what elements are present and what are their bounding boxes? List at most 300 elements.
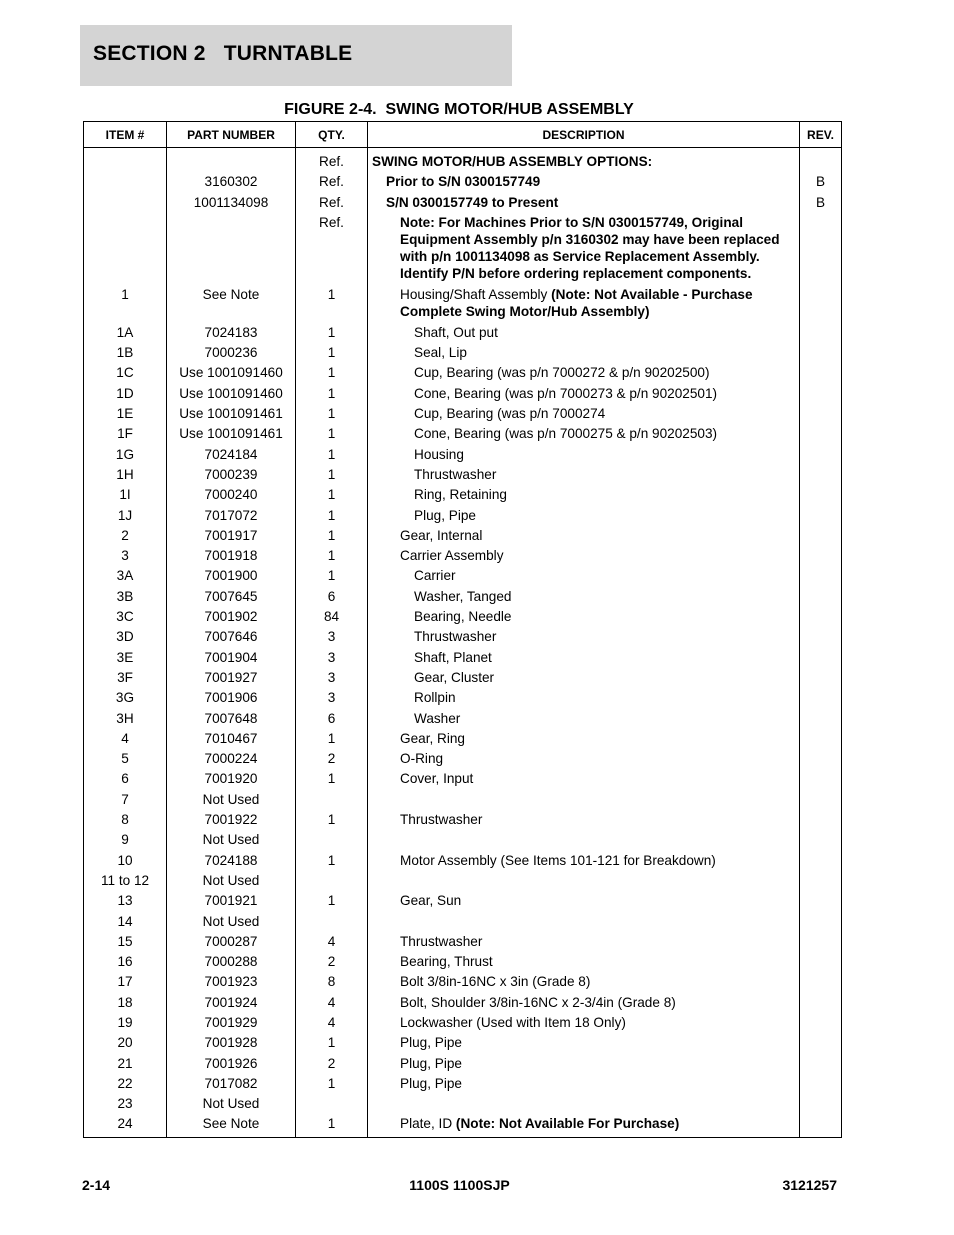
cell-qty: 1 bbox=[296, 506, 368, 526]
cell-description bbox=[368, 587, 800, 607]
description-text bbox=[368, 729, 799, 749]
cell-part-number: 7001929 bbox=[167, 1013, 296, 1033]
cell-rev bbox=[800, 1094, 842, 1114]
cell-part-number bbox=[167, 148, 296, 173]
cell-qty bbox=[296, 912, 368, 932]
cell-item: 1I bbox=[84, 485, 167, 505]
cell-qty: Ref. bbox=[296, 193, 368, 213]
description-main: Note: For Machines Prior to S/N 0300157749, Original Equipment Assembly p/n 3160302 may have been replaced with p/n 1001134098 as Service Replacement Assembly. Identify P/N before ordering replacement components. bbox=[400, 214, 780, 281]
cell-rev bbox=[800, 1033, 842, 1053]
cell-item: 23 bbox=[84, 1094, 167, 1114]
cell-part-number: 7001917 bbox=[167, 526, 296, 546]
cell-description bbox=[368, 526, 800, 546]
cell-description bbox=[368, 285, 800, 323]
cell-part-number: Not Used bbox=[167, 1094, 296, 1114]
table-row bbox=[84, 830, 842, 850]
cell-item: 22 bbox=[84, 1074, 167, 1094]
table-row bbox=[84, 404, 842, 424]
cell-description bbox=[368, 485, 800, 505]
cell-part-number: 7001923 bbox=[167, 972, 296, 992]
description-main: Motor Assembly (See Items 101-121 for Breakdown) bbox=[400, 852, 716, 868]
table-row bbox=[84, 1054, 842, 1074]
table-row bbox=[84, 648, 842, 668]
cell-item: 1F bbox=[84, 424, 167, 444]
cell-qty: 1 bbox=[296, 566, 368, 586]
cell-description bbox=[368, 749, 800, 769]
cell-description bbox=[368, 546, 800, 566]
description-main: Shaft, Planet bbox=[414, 649, 492, 665]
description-main: Bolt 3/8in-16NC x 3in (Grade 8) bbox=[400, 974, 591, 990]
cell-part-number: 7017072 bbox=[167, 506, 296, 526]
cell-qty: 2 bbox=[296, 749, 368, 769]
table-row bbox=[84, 607, 842, 627]
cell-rev bbox=[800, 912, 842, 932]
cell-description bbox=[368, 830, 800, 850]
cell-rev bbox=[800, 993, 842, 1013]
description-main: Cone, Bearing (was p/n 7000275 & p/n 90202503) bbox=[414, 426, 718, 442]
cell-part-number: 7001900 bbox=[167, 566, 296, 586]
cell-item bbox=[84, 213, 167, 285]
description-text bbox=[368, 891, 799, 911]
description-text bbox=[368, 384, 799, 404]
description-text bbox=[368, 404, 799, 424]
cell-description bbox=[368, 363, 800, 383]
description-text bbox=[368, 424, 799, 444]
cell-description bbox=[368, 506, 800, 526]
description-text bbox=[368, 1114, 799, 1134]
cell-part-number: 7024183 bbox=[167, 323, 296, 343]
cell-rev bbox=[800, 972, 842, 992]
cell-rev bbox=[800, 810, 842, 830]
cell-description bbox=[368, 912, 800, 932]
cell-description bbox=[368, 607, 800, 627]
cell-item: 19 bbox=[84, 1013, 167, 1033]
cell-part-number: 7001920 bbox=[167, 769, 296, 789]
cell-item: 24 bbox=[84, 1114, 167, 1137]
cell-qty: 1 bbox=[296, 485, 368, 505]
table-row bbox=[84, 972, 842, 992]
cell-qty: 3 bbox=[296, 648, 368, 668]
cell-qty: 1 bbox=[296, 323, 368, 343]
cell-rev bbox=[800, 769, 842, 789]
cell-qty: 3 bbox=[296, 627, 368, 647]
cell-item: 6 bbox=[84, 769, 167, 789]
description-text bbox=[368, 952, 799, 972]
cell-part-number: 7017082 bbox=[167, 1074, 296, 1094]
cell-item: 1E bbox=[84, 404, 167, 424]
footer-model: 1100S 1100SJP bbox=[409, 1177, 510, 1193]
cell-part-number: 7001921 bbox=[167, 891, 296, 911]
cell-description bbox=[368, 952, 800, 972]
table-row bbox=[84, 729, 842, 749]
description-text bbox=[368, 972, 799, 992]
cell-qty bbox=[296, 871, 368, 891]
table-row bbox=[84, 1114, 842, 1137]
table-header-row bbox=[84, 122, 842, 148]
cell-rev: B bbox=[800, 172, 842, 192]
cell-rev bbox=[800, 952, 842, 972]
description-main: O-Ring bbox=[400, 751, 444, 767]
table-row bbox=[84, 148, 842, 173]
description-main: Washer, Tanged bbox=[414, 588, 512, 604]
figure-title: FIGURE 2-4. SWING MOTOR/HUB ASSEMBLY bbox=[284, 101, 634, 118]
description-main: Rollpin bbox=[414, 690, 456, 706]
table-row bbox=[84, 587, 842, 607]
cell-rev bbox=[800, 213, 842, 285]
cell-rev bbox=[800, 790, 842, 810]
description-main: Shaft, Out put bbox=[414, 324, 498, 340]
cell-qty: 1 bbox=[296, 891, 368, 911]
description-text bbox=[368, 285, 799, 323]
cell-description bbox=[368, 566, 800, 586]
cell-part-number: 7001904 bbox=[167, 648, 296, 668]
section-banner bbox=[80, 25, 512, 86]
cell-item: 1G bbox=[84, 445, 167, 465]
table-row bbox=[84, 172, 842, 192]
cell-item: 1C bbox=[84, 363, 167, 383]
description-text bbox=[368, 152, 799, 172]
cell-part-number: 7001902 bbox=[167, 607, 296, 627]
cell-description bbox=[368, 445, 800, 465]
cell-rev bbox=[800, 1013, 842, 1033]
cell-part-number: 7007646 bbox=[167, 627, 296, 647]
cell-rev bbox=[800, 891, 842, 911]
cell-item: 3 bbox=[84, 546, 167, 566]
description-main: Prior to S/N 0300157749 bbox=[386, 174, 541, 190]
cell-description bbox=[368, 465, 800, 485]
description-note: (Note: Not Available For Purchase) bbox=[455, 1116, 680, 1132]
description-main: Thrustwasher bbox=[414, 629, 497, 645]
cell-qty: 1 bbox=[296, 1114, 368, 1137]
cell-part-number: 7001922 bbox=[167, 810, 296, 830]
cell-description bbox=[368, 891, 800, 911]
description-main: Lockwasher (Used with Item 18 Only) bbox=[400, 1014, 626, 1030]
cell-description bbox=[368, 627, 800, 647]
column-header-qty: QTY. bbox=[296, 122, 368, 148]
cell-item: 1J bbox=[84, 506, 167, 526]
description-text bbox=[368, 485, 799, 505]
cell-qty: 3 bbox=[296, 668, 368, 688]
cell-rev bbox=[800, 830, 842, 850]
description-text bbox=[368, 769, 799, 789]
cell-item: 2 bbox=[84, 526, 167, 546]
cell-description bbox=[368, 688, 800, 708]
description-main: Bearing, Needle bbox=[414, 609, 512, 625]
description-main: Cover, Input bbox=[400, 771, 474, 787]
cell-rev bbox=[800, 1074, 842, 1094]
table-row bbox=[84, 506, 842, 526]
cell-description bbox=[368, 790, 800, 810]
cell-part-number: Not Used bbox=[167, 912, 296, 932]
cell-qty: 3 bbox=[296, 688, 368, 708]
cell-qty: 6 bbox=[296, 587, 368, 607]
cell-item: 3F bbox=[84, 668, 167, 688]
cell-part-number: 7000288 bbox=[167, 952, 296, 972]
description-main: Bearing, Thrust bbox=[400, 954, 493, 970]
description-text bbox=[368, 445, 799, 465]
description-main: Ring, Retaining bbox=[414, 487, 507, 503]
cell-part-number: 7007645 bbox=[167, 587, 296, 607]
cell-item: 21 bbox=[84, 1054, 167, 1074]
cell-description bbox=[368, 668, 800, 688]
cell-qty: 1 bbox=[296, 810, 368, 830]
cell-qty: 1 bbox=[296, 729, 368, 749]
description-note: (Note: Not Available - Purchase Complete Swing Motor/Hub Assembly) bbox=[400, 286, 753, 319]
cell-rev: B bbox=[800, 193, 842, 213]
cell-item: 3E bbox=[84, 648, 167, 668]
cell-item: 3A bbox=[84, 566, 167, 586]
description-main: Bolt, Shoulder 3/8in-16NC x 2-3/4in (Grade 8) bbox=[400, 994, 676, 1010]
cell-rev bbox=[800, 285, 842, 323]
description-text bbox=[368, 749, 799, 769]
cell-description bbox=[368, 193, 800, 213]
description-main: Cup, Bearing (was p/n 7000274 bbox=[414, 406, 606, 422]
cell-rev bbox=[800, 506, 842, 526]
cell-part-number bbox=[167, 213, 296, 285]
cell-qty bbox=[296, 830, 368, 850]
cell-rev bbox=[800, 363, 842, 383]
cell-item: 7 bbox=[84, 790, 167, 810]
description-text bbox=[368, 607, 799, 627]
table-row bbox=[84, 709, 842, 729]
cell-item bbox=[84, 148, 167, 173]
cell-part-number: 7000287 bbox=[167, 932, 296, 952]
cell-item bbox=[84, 172, 167, 192]
cell-qty: 1 bbox=[296, 526, 368, 546]
cell-description bbox=[368, 1013, 800, 1033]
description-main: Cone, Bearing (was p/n 7000273 & p/n 90202501) bbox=[414, 385, 718, 401]
cell-qty: 1 bbox=[296, 465, 368, 485]
cell-item: 11 to 12 bbox=[84, 871, 167, 891]
cell-part-number: 7000224 bbox=[167, 749, 296, 769]
cell-item: 3D bbox=[84, 627, 167, 647]
description-main: Plate, ID bbox=[400, 1116, 456, 1132]
parts-table bbox=[83, 121, 842, 1138]
cell-part-number: 7001926 bbox=[167, 1054, 296, 1074]
cell-part-number: Use 1001091460 bbox=[167, 363, 296, 383]
cell-item: 10 bbox=[84, 851, 167, 871]
description-main: Washer bbox=[414, 710, 461, 726]
cell-part-number: 3160302 bbox=[167, 172, 296, 192]
cell-item: 1 bbox=[84, 285, 167, 323]
column-header-rev: REV. bbox=[800, 122, 842, 148]
cell-description bbox=[368, 1033, 800, 1053]
cell-rev bbox=[800, 323, 842, 343]
table-row bbox=[84, 912, 842, 932]
table-row bbox=[84, 323, 842, 343]
table-row bbox=[84, 1094, 842, 1114]
footer-doc-number: 3121257 bbox=[782, 1177, 837, 1193]
cell-description bbox=[368, 1054, 800, 1074]
cell-rev bbox=[800, 1114, 842, 1137]
cell-part-number: 1001134098 bbox=[167, 193, 296, 213]
description-main: Gear, Ring bbox=[400, 730, 465, 746]
cell-item: 5 bbox=[84, 749, 167, 769]
table-row bbox=[84, 790, 842, 810]
table-row bbox=[84, 952, 842, 972]
page-footer bbox=[82, 1177, 837, 1197]
cell-qty: 1 bbox=[296, 404, 368, 424]
cell-description bbox=[368, 648, 800, 668]
cell-description bbox=[368, 424, 800, 444]
cell-qty: 4 bbox=[296, 1013, 368, 1033]
cell-rev bbox=[800, 688, 842, 708]
cell-description bbox=[368, 323, 800, 343]
cell-item: 1A bbox=[84, 323, 167, 343]
table-row bbox=[84, 810, 842, 830]
cell-rev bbox=[800, 871, 842, 891]
cell-description bbox=[368, 871, 800, 891]
cell-rev bbox=[800, 932, 842, 952]
description-text bbox=[368, 213, 799, 285]
table-row bbox=[84, 1074, 842, 1094]
cell-description bbox=[368, 1094, 800, 1114]
cell-description bbox=[368, 932, 800, 952]
table-row bbox=[84, 526, 842, 546]
description-text bbox=[368, 363, 799, 383]
description-main: Plug, Pipe bbox=[414, 507, 476, 523]
table-row bbox=[84, 384, 842, 404]
cell-rev bbox=[800, 566, 842, 586]
cell-rev bbox=[800, 424, 842, 444]
cell-qty: 8 bbox=[296, 972, 368, 992]
cell-part-number: 7024188 bbox=[167, 851, 296, 871]
description-main: Carrier bbox=[414, 568, 456, 584]
cell-description bbox=[368, 172, 800, 192]
description-text bbox=[368, 1054, 799, 1074]
description-main: SWING MOTOR/HUB ASSEMBLY OPTIONS: bbox=[372, 154, 653, 169]
table-row bbox=[84, 343, 842, 363]
cell-item: 1H bbox=[84, 465, 167, 485]
table-row bbox=[84, 566, 842, 586]
cell-rev bbox=[800, 729, 842, 749]
table-row bbox=[84, 363, 842, 383]
cell-item: 3C bbox=[84, 607, 167, 627]
description-text bbox=[368, 627, 799, 647]
cell-qty: 1 bbox=[296, 851, 368, 871]
cell-item: 16 bbox=[84, 952, 167, 972]
cell-qty: Ref. bbox=[296, 148, 368, 173]
table-row bbox=[84, 668, 842, 688]
cell-item: 15 bbox=[84, 932, 167, 952]
description-text bbox=[368, 668, 799, 688]
cell-description bbox=[368, 343, 800, 363]
description-text bbox=[368, 932, 799, 952]
description-text bbox=[368, 810, 799, 830]
description-main: Gear, Sun bbox=[400, 893, 462, 909]
cell-qty: 1 bbox=[296, 285, 368, 323]
parts-table-body bbox=[84, 148, 842, 1138]
table-row bbox=[84, 445, 842, 465]
cell-part-number: 7001927 bbox=[167, 668, 296, 688]
cell-item: 14 bbox=[84, 912, 167, 932]
cell-item: 3G bbox=[84, 688, 167, 708]
cell-rev bbox=[800, 1054, 842, 1074]
column-header-item: ITEM # bbox=[84, 122, 167, 148]
cell-rev bbox=[800, 148, 842, 173]
cell-item: 17 bbox=[84, 972, 167, 992]
cell-qty: 84 bbox=[296, 607, 368, 627]
cell-part-number: 7001928 bbox=[167, 1033, 296, 1053]
table-row bbox=[84, 546, 842, 566]
cell-part-number: Use 1001091461 bbox=[167, 404, 296, 424]
cell-qty: 1 bbox=[296, 384, 368, 404]
cell-item: 1D bbox=[84, 384, 167, 404]
description-text bbox=[368, 587, 799, 607]
description-main: Plug, Pipe bbox=[400, 1055, 462, 1071]
cell-part-number: 7024184 bbox=[167, 445, 296, 465]
cell-qty: 4 bbox=[296, 993, 368, 1013]
description-text bbox=[368, 709, 799, 729]
cell-rev bbox=[800, 404, 842, 424]
description-main: Housing/Shaft Assembly bbox=[400, 286, 552, 302]
description-text bbox=[368, 465, 799, 485]
table-row bbox=[84, 932, 842, 952]
cell-part-number: See Note bbox=[167, 285, 296, 323]
cell-part-number: 7001924 bbox=[167, 993, 296, 1013]
description-text bbox=[368, 193, 799, 213]
cell-qty: Ref. bbox=[296, 213, 368, 285]
cell-part-number: 7001918 bbox=[167, 546, 296, 566]
cell-rev bbox=[800, 607, 842, 627]
cell-description bbox=[368, 972, 800, 992]
cell-description bbox=[368, 709, 800, 729]
description-main: Cup, Bearing (was p/n 7000272 & p/n 90202500) bbox=[414, 365, 710, 381]
cell-part-number: Use 1001091461 bbox=[167, 424, 296, 444]
table-row bbox=[84, 465, 842, 485]
cell-item bbox=[84, 193, 167, 213]
table-row bbox=[84, 871, 842, 891]
cell-qty: 1 bbox=[296, 1033, 368, 1053]
table-row bbox=[84, 285, 842, 323]
cell-qty bbox=[296, 1094, 368, 1114]
description-main: Seal, Lip bbox=[414, 345, 467, 361]
cell-qty bbox=[296, 790, 368, 810]
cell-item: 9 bbox=[84, 830, 167, 850]
cell-item: 1B bbox=[84, 343, 167, 363]
table-row bbox=[84, 485, 842, 505]
cell-rev bbox=[800, 648, 842, 668]
cell-item: 20 bbox=[84, 1033, 167, 1053]
cell-qty: 1 bbox=[296, 363, 368, 383]
cell-part-number: 7000240 bbox=[167, 485, 296, 505]
cell-item: 3B bbox=[84, 587, 167, 607]
description-text bbox=[368, 993, 799, 1013]
cell-rev bbox=[800, 587, 842, 607]
table-row bbox=[84, 1033, 842, 1053]
description-main: Gear, Internal bbox=[400, 527, 483, 543]
cell-item: 8 bbox=[84, 810, 167, 830]
description-text bbox=[368, 323, 799, 343]
description-text bbox=[368, 1013, 799, 1033]
description-main: Plug, Pipe bbox=[400, 1075, 462, 1091]
cell-part-number: 7001906 bbox=[167, 688, 296, 708]
cell-item: 4 bbox=[84, 729, 167, 749]
cell-description bbox=[368, 769, 800, 789]
cell-part-number: 7000236 bbox=[167, 343, 296, 363]
description-text bbox=[368, 506, 799, 526]
cell-description bbox=[368, 729, 800, 749]
cell-part-number: Use 1001091460 bbox=[167, 384, 296, 404]
description-main: Plug, Pipe bbox=[400, 1035, 462, 1051]
cell-item: 3H bbox=[84, 709, 167, 729]
description-main: Thrustwasher bbox=[414, 466, 497, 482]
cell-rev bbox=[800, 546, 842, 566]
cell-rev bbox=[800, 851, 842, 871]
description-text bbox=[368, 526, 799, 546]
cell-part-number: 7007648 bbox=[167, 709, 296, 729]
table-row bbox=[84, 851, 842, 871]
